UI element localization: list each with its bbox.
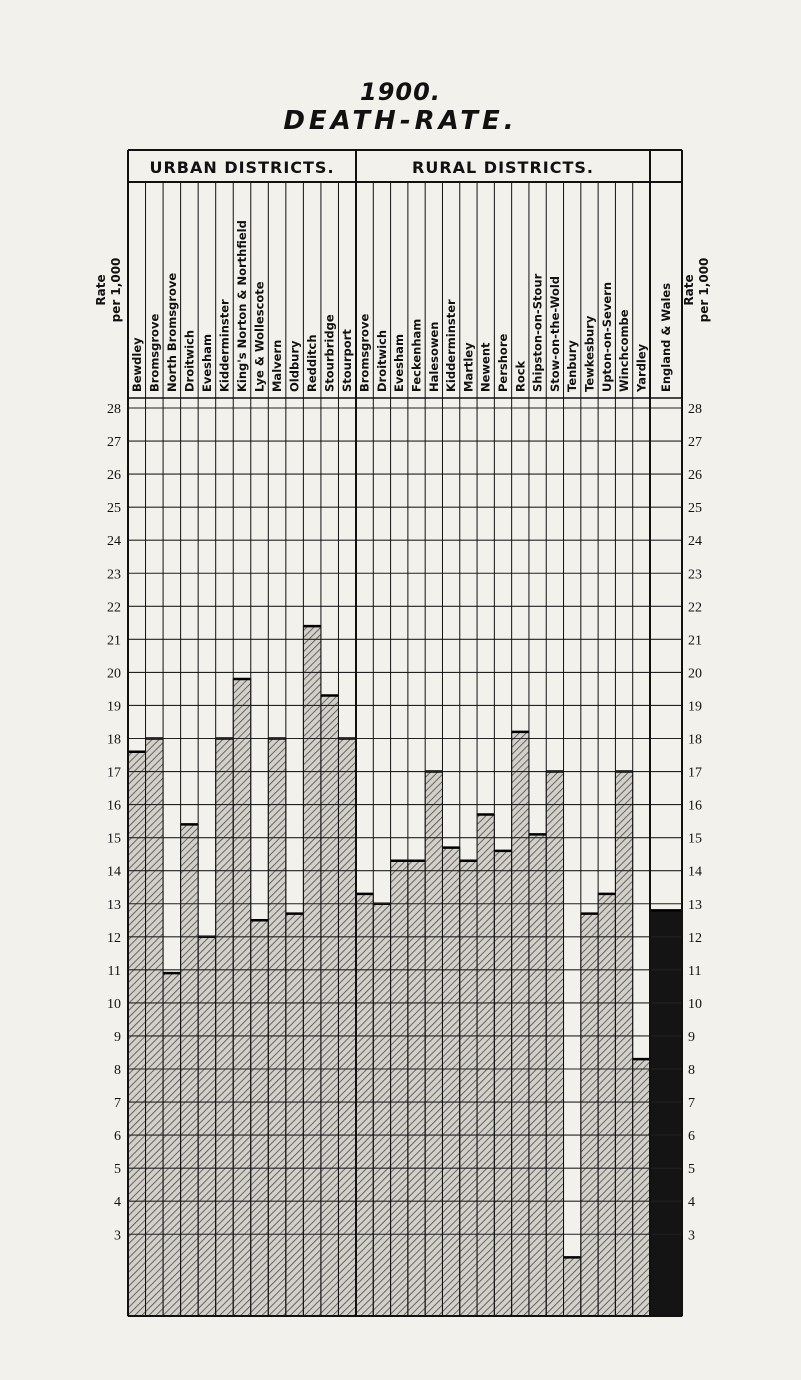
bar-3 [181,824,199,1316]
tick-left-7: 7 [114,1096,121,1112]
chart-year: 1900. [360,78,441,106]
tick-left-14: 14 [107,864,121,880]
tick-left-28: 28 [107,402,121,417]
bar-19 [460,861,477,1316]
category-label-1: Bromsgrove [147,313,162,392]
category-label-18: Kidderminster [444,299,459,392]
tick-right-9: 9 [688,1029,695,1045]
category-label-29: Yardley [634,343,649,392]
bar-25 [564,1257,581,1316]
tick-left-13: 13 [107,897,121,913]
tick-left-23: 23 [107,567,121,583]
tick-right-18: 18 [688,732,702,748]
tick-right-27: 27 [688,435,702,451]
tick-right-25: 25 [688,501,702,517]
chart-title: DEATH-RATE. [283,106,518,136]
tick-right-3: 3 [688,1228,695,1244]
tick-right-24: 24 [688,534,702,550]
bar-4 [198,937,216,1316]
y-axis-title-left-line-2: per 1,000 [109,257,123,323]
bar-26 [581,914,598,1316]
tick-left-25: 25 [107,501,121,517]
tick-right-28: 28 [688,402,702,417]
category-label-28: Winchcombe [617,309,632,392]
category-label-9: Oldbury [287,340,302,392]
category-label-17: Halesowen [426,321,441,392]
tick-right-5: 5 [688,1162,695,1178]
category-label-7: Lye & Wollescote [252,281,267,392]
bar-15 [391,861,408,1316]
bar-23 [529,834,546,1316]
tick-right-23: 23 [688,567,702,583]
tick-left-9: 9 [114,1029,121,1045]
tick-left-4: 4 [114,1195,121,1211]
bar-18 [442,848,459,1316]
group-label-0: URBAN DISTRICTS. [149,158,335,177]
tick-right-10: 10 [688,996,702,1012]
tick-left-26: 26 [107,468,121,484]
tick-right-17: 17 [688,765,702,781]
category-label-4: Evesham [199,334,214,392]
tick-left-15: 15 [107,831,121,847]
category-label-22: Rock [513,360,528,392]
tick-right-16: 16 [688,798,702,814]
bar-14 [373,904,390,1316]
category-label-30: England & Wales [659,282,673,392]
tick-left-18: 18 [107,732,121,748]
group-label-1: RURAL DISTRICTS. [412,158,594,177]
tick-left-19: 19 [107,699,121,715]
category-label-21: Pershore [496,333,510,392]
bar-2 [163,973,181,1316]
bar-21 [494,851,511,1316]
tick-left-27: 27 [107,435,121,451]
tick-left-22: 22 [107,600,121,616]
tick-left-21: 21 [107,633,121,649]
category-label-11: Stourbridge [322,314,337,392]
tick-right-8: 8 [688,1063,695,1078]
bar-13 [356,894,373,1316]
bar-1 [146,739,164,1317]
tick-right-21: 21 [688,633,702,649]
tick-left-16: 16 [107,798,121,814]
bar-29 [633,1059,650,1316]
bar-20 [477,815,494,1316]
tick-left-11: 11 [107,963,121,979]
bar-6 [233,679,251,1316]
y-axis-title-right-line-2: per 1,000 [697,257,711,323]
tick-right-4: 4 [688,1195,695,1211]
bar-7 [251,920,269,1316]
category-label-2: North Bromsgrove [164,272,179,392]
tick-right-15: 15 [688,831,702,847]
category-label-16: Feckenham [409,318,424,392]
category-label-12: Stourport [340,329,355,392]
category-label-20: Newent [478,342,493,392]
tick-right-13: 13 [688,897,702,913]
tick-left-24: 24 [107,534,121,550]
tick-left-6: 6 [114,1129,121,1145]
tick-left-12: 12 [107,930,121,946]
category-label-13: Bromsgrove [357,313,372,392]
tick-right-7: 7 [688,1096,695,1112]
category-label-25: Tenbury [565,340,580,392]
bar-22 [512,732,529,1316]
tick-right-11: 11 [688,963,702,979]
tick-right-22: 22 [688,600,702,616]
category-label-24: Stow-on-the-Wold [547,275,562,392]
category-label-0: Bewdley [129,337,144,392]
tick-left-17: 17 [107,765,121,781]
y-axis-title-right [682,258,711,323]
category-label-8: Malvern [270,339,285,392]
bar-27 [598,894,615,1316]
tick-right-6: 6 [688,1129,695,1145]
bar-9 [286,914,304,1316]
tick-right-20: 20 [688,666,702,682]
bar-8 [268,739,286,1317]
y-axis-title-left [94,258,123,323]
tick-left-5: 5 [114,1162,121,1178]
tick-right-14: 14 [688,864,702,880]
tick-right-26: 26 [688,468,702,484]
category-label-5: Kidderminster [217,299,232,392]
bar-12 [338,739,356,1317]
category-label-10: Redditch [305,334,320,392]
y-axis-title-right-line-1: Rate [682,274,696,306]
bar-5 [216,739,234,1317]
bar-11 [321,696,339,1316]
category-label-26: Tewkesbury [582,315,597,392]
tick-left-8: 8 [114,1063,121,1078]
tick-left-20: 20 [107,666,121,682]
tick-left-10: 10 [107,996,121,1012]
bar-30 [650,910,682,1316]
tick-left-3: 3 [114,1228,121,1244]
category-label-27: Upton-on-Severn [599,281,614,392]
category-label-23: Shipston-on-Stour [530,273,545,392]
bar-10 [303,626,321,1316]
category-label-14: Droitwich [374,329,389,392]
category-label-19: Martley [461,342,476,392]
tick-right-19: 19 [688,699,702,715]
category-label-15: Evesham [392,334,407,392]
bar-0 [128,752,146,1316]
category-label-6: King's Norton & Northfield [235,220,249,392]
tick-right-12: 12 [688,930,702,946]
y-axis-title-left-line-1: Rate [94,274,108,306]
bar-16 [408,861,425,1316]
category-label-3: Droitwich [182,329,197,392]
